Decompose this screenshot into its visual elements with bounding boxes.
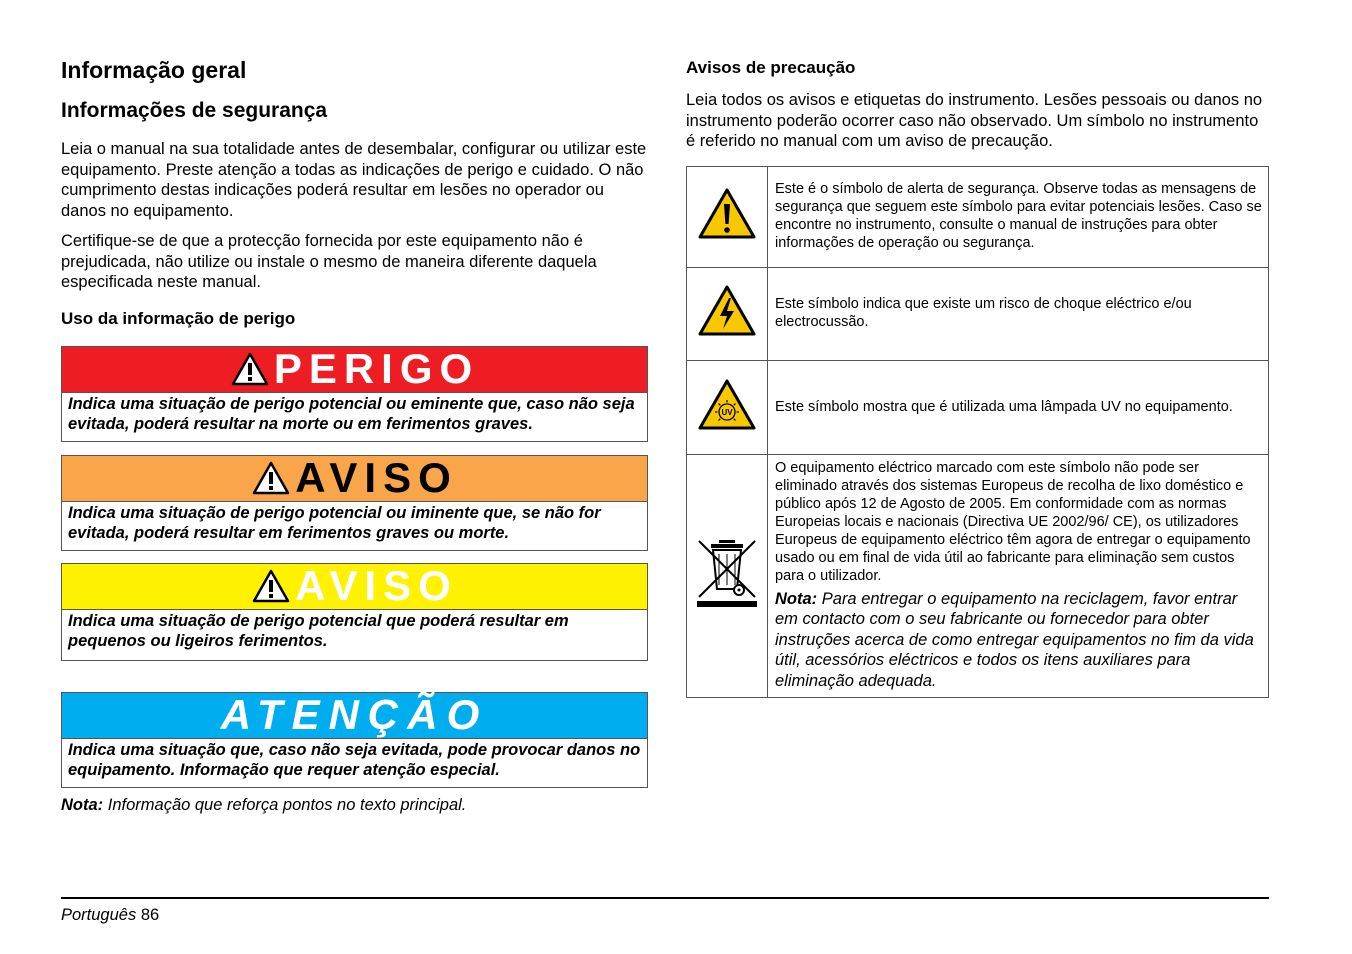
symbol-cell — [687, 166, 768, 267]
signal-band-atencao — [62, 693, 647, 739]
signal-box-atencao — [61, 692, 648, 788]
precaution-paragraph: Leia todos os avisos e etiquetas do instrumento. Lesões pessoais ou danos no instrumento poderão ocorrer caso não observado. Um símbolo no instrumento é referido no manual com um aviso de precaução. — [686, 91, 1263, 150]
note-paragraph — [61, 795, 648, 815]
warning-triangle-icon — [251, 460, 291, 496]
heading-general: Informação geral — [61, 57, 247, 83]
symbol-description — [768, 454, 1269, 697]
weee-note — [775, 589, 1262, 692]
signal-word-aviso-yellow: AVISO — [295, 562, 458, 609]
heading-hazard-info: Uso da informação de perigo — [61, 308, 296, 328]
uv-lamp-icon — [696, 377, 758, 433]
footer-language: Português — [61, 906, 137, 924]
symbol-description: Este é o símbolo de alerta de segurança. Observe todas as mensagens de segurança que seguem este símbolo para evitar potenciais lesões. Caso se encontre no instrumento, consulte o manual de instruções para obter informações de operação ou segurança. — [768, 166, 1269, 267]
symbol-table — [686, 166, 1269, 698]
safety-alert-icon — [696, 186, 758, 242]
signal-word-atencao: ATENÇÃO — [220, 691, 489, 738]
page-footer — [61, 905, 159, 925]
signal-box-aviso-orange — [61, 455, 648, 551]
heading-safety: Informações de segurança — [61, 99, 328, 122]
signal-band-perigo — [62, 347, 647, 393]
safety-paragraph-2: Certifique-se de que a protecção fornecida por este equipamento não é prejudicada, não utilize ou instale o mesmo de maneira diferente daquela especificada neste manual. — [61, 232, 597, 291]
note-label: Nota: — [61, 795, 104, 814]
table-row — [687, 454, 1269, 697]
weee-description: O equipamento eléctrico marcado com este símbolo não pode ser eliminado através dos sistemas Europeus de recolha de lixo doméstico e público após 12 de Agosto de 2005. Em conformidade com as normas Europeias locais e nacionais (Directiva UE 2002/96/ CE), os utilizadores Europeus de equipamento eléctrico têm agora de entregar o equipamento usado ou em final de vida útil ao fabricante para eliminação sem custos para o utilizador. — [775, 459, 1251, 584]
signal-box-aviso-yellow — [61, 563, 648, 661]
warning-triangle-icon — [230, 351, 270, 387]
weee-note-text: Para entregar o equipamento na reciclagem, favor entrar em contacto com o seu fabricante ou fornecedor para obter instruções acerca de como entregar equipamentos no fim da vida útil, acessórios eléctricos e todos os itens auxiliares para eliminação adequada. — [775, 589, 1254, 690]
warning-triangle-icon — [251, 568, 291, 604]
note-text: Informação que reforça pontos no texto principal. — [103, 795, 467, 814]
symbol-cell — [687, 267, 768, 360]
footer-page-number: 86 — [140, 906, 160, 924]
table-row — [687, 267, 1269, 360]
symbol-description: Este símbolo mostra que é utilizada uma lâmpada UV no equipamento. — [768, 360, 1269, 454]
signal-word-aviso-orange: AVISO — [295, 454, 458, 501]
safety-paragraph-1: Leia o manual na sua totalidade antes de desembalar, configurar ou utilizar este equipamento. Preste atenção a todas as indicações de perigo e cuidado. O não cumprimento destas indicações poderá resultar em lesões no operador ou danos no equipamento. — [61, 140, 647, 220]
footer-divider — [61, 897, 1269, 899]
symbol-description: Este símbolo indica que existe um risco de choque eléctrico e/ou electrocussão. — [768, 267, 1269, 360]
symbol-cell — [687, 454, 768, 697]
left-column — [61, 56, 648, 815]
signal-box-perigo — [61, 346, 648, 442]
signal-band-aviso-yellow — [62, 564, 647, 610]
signal-text-aviso-orange: Indica uma situação de perigo potencial ou iminente que, se não for evitada, poderá resultar em ferimentos graves ou morte. — [68, 503, 601, 542]
table-row — [687, 166, 1269, 267]
heading-precaution: Avisos de precaução — [686, 58, 856, 77]
signal-text-perigo: Indica uma situação de perigo potencial ou eminente que, caso não seja evitada, poderá resultar na morte ou em ferimentos graves. — [68, 394, 635, 433]
signal-text-atencao: Indica uma situação que, caso não seja evitada, pode provocar danos no equipamento. Informação que requer atenção especial. — [68, 740, 641, 779]
weee-bin-icon — [695, 537, 759, 609]
weee-note-label: Nota: — [775, 589, 818, 608]
symbol-cell — [687, 360, 768, 454]
electric-shock-icon — [696, 283, 758, 339]
table-row — [687, 360, 1269, 454]
signal-text-aviso-yellow: Indica uma situação de perigo potencial que poderá resultar em pequenos ou ligeiros ferimentos. — [68, 611, 569, 650]
signal-band-aviso-orange — [62, 456, 647, 502]
uv-icon-label: UV — [721, 407, 733, 417]
right-column — [686, 58, 1269, 698]
signal-word-perigo: PERIGO — [273, 345, 480, 392]
